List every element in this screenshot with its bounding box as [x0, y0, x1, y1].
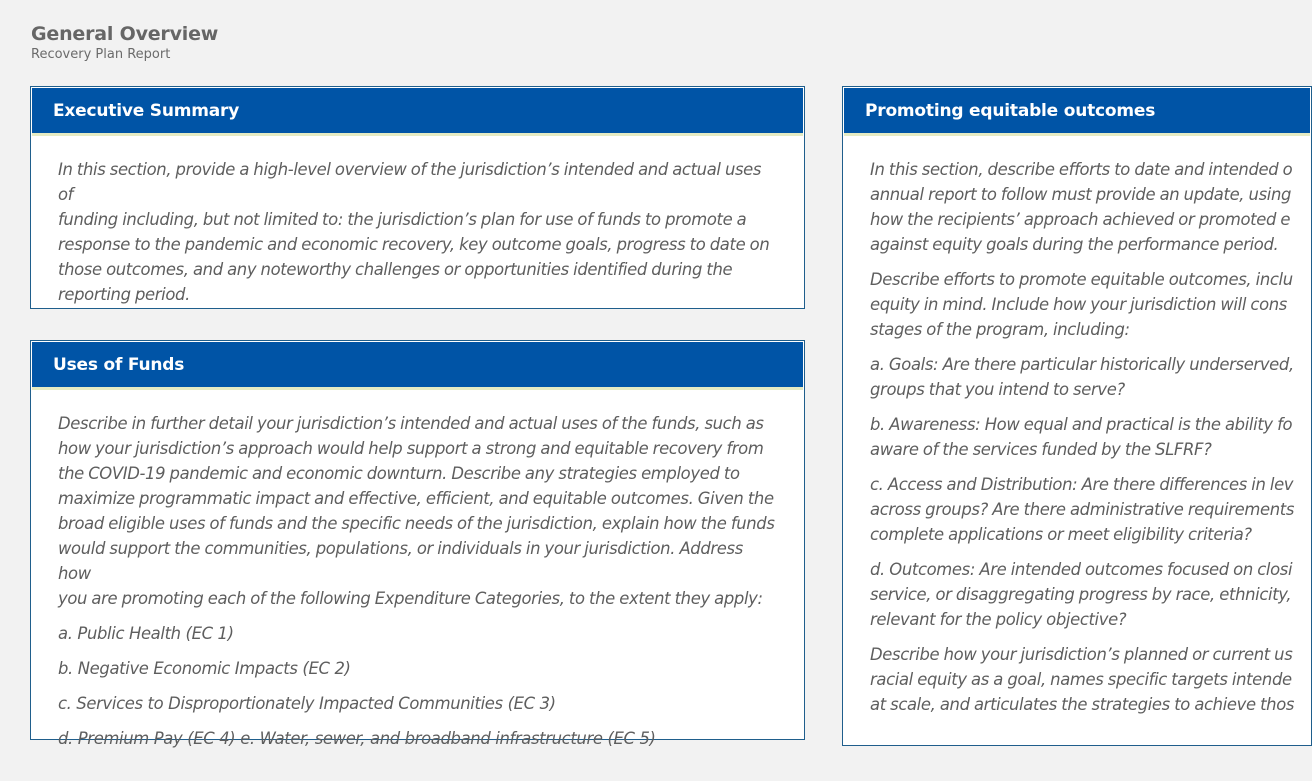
text-line: stages of the program, including: — [870, 320, 1130, 339]
card-body — [32, 136, 803, 327]
card-header — [32, 88, 803, 136]
equity-awareness-item — [870, 412, 1293, 462]
expenditure-category-item: a. Public Health (EC 1) — [58, 624, 234, 643]
text-line: at scale, and articulates the strategies to achieve thos — [870, 695, 1295, 714]
text-line: across groups? Are there administrative requirements — [870, 500, 1295, 519]
equity-racial-goal-text — [870, 642, 1295, 717]
card-title: Uses of Funds — [53, 354, 185, 375]
text-line: b. Awareness: How equal and practical is the ability fo — [870, 415, 1293, 434]
text-line: c. Access and Distribution: Are there differences in lev — [870, 475, 1294, 494]
text-line: you are promoting each of the following Expenditure Categories, to the extent they apply: — [58, 589, 763, 608]
page-header — [31, 22, 218, 63]
expenditure-category-item: b. Negative Economic Impacts (EC 2) — [58, 659, 351, 678]
text-line: those outcomes, and any noteworthy challenges or opportunities identified during the — [58, 260, 733, 279]
text-line: In this section, describe efforts to date and intended o — [870, 160, 1293, 179]
text-line: against equity goals during the performance period. — [870, 235, 1279, 254]
text-line: reporting period. — [58, 285, 190, 304]
text-line: maximize programmatic impact and effective, efficient, and equitable outcomes. Given the — [58, 489, 774, 508]
text-line: d. Outcomes: Are intended outcomes focused on closi — [870, 560, 1293, 579]
text-line: equity in mind. Include how your jurisdiction will cons — [870, 295, 1287, 314]
equity-efforts-text — [870, 267, 1293, 342]
text-line: In this section, provide a high-level overview of the jurisdiction’s intended and actual uses of — [58, 160, 762, 204]
card-header — [844, 88, 1310, 136]
equity-intro-text — [870, 157, 1293, 257]
text-line: response to the pandemic and economic recovery, key outcome goals, progress to date on — [58, 235, 770, 254]
page-subtitle: Recovery Plan Report — [31, 47, 171, 62]
text-line: annual report to follow must provide an update, using — [870, 185, 1292, 204]
text-line: complete applications or meet eligibility criteria? — [870, 525, 1252, 544]
expenditure-category-item: d. Premium Pay (EC 4) e. Water, sewer, and broadband infrastructure (EC 5) — [58, 729, 656, 748]
text-line: racial equity as a goal, names specific targets intende — [870, 670, 1292, 689]
text-line: Describe efforts to promote equitable outcomes, inclu — [870, 270, 1293, 289]
text-line: how your jurisdiction’s approach would help support a strong and equitable recovery from — [58, 439, 764, 458]
text-line: funding including, but not limited to: the jurisdiction’s plan for use of funds to promote a — [58, 210, 747, 229]
text-line: relevant for the policy objective? — [870, 610, 1127, 629]
card-title: Executive Summary — [53, 100, 240, 121]
promoting-equitable-outcomes-card — [842, 86, 1312, 746]
text-line: aware of the services funded by the SLFRF? — [870, 440, 1212, 459]
text-line: a. Goals: Are there particular historically underserved, — [870, 355, 1294, 374]
equity-goals-item — [870, 352, 1294, 402]
expenditure-category-item: c. Services to Disproportionately Impacted Communities (EC 3) — [58, 694, 556, 713]
text-line: the COVID-19 pandemic and economic downturn. Describe any strategies employed to — [58, 464, 740, 483]
card-body — [844, 136, 1310, 737]
text-line: service, or disaggregating progress by race, ethnicity, — [870, 585, 1292, 604]
executive-summary-card — [30, 86, 805, 309]
text-line: groups that you intend to serve? — [870, 380, 1125, 399]
text-line: would support the communities, populations, or individuals in your jurisdiction. Address how — [58, 539, 743, 583]
card-body — [32, 390, 803, 781]
card-title: Promoting equitable outcomes — [865, 100, 1156, 121]
uses-of-funds-text — [58, 411, 777, 611]
text-line: broad eligible uses of funds and the specific needs of the jurisdiction, explain how the funds — [58, 514, 775, 533]
executive-summary-text — [58, 157, 777, 307]
equity-access-item — [870, 472, 1295, 547]
uses-of-funds-card — [30, 340, 805, 748]
equity-outcomes-item — [870, 557, 1293, 632]
text-line: how the recipients’ approach achieved or promoted e — [870, 210, 1291, 229]
text-line: Describe how your jurisdiction’s planned or current us — [870, 645, 1293, 664]
card-header — [32, 342, 803, 390]
page-title: General Overview — [31, 23, 219, 45]
text-line: Describe in further detail your jurisdiction’s intended and actual uses of the funds, such as — [58, 414, 764, 433]
